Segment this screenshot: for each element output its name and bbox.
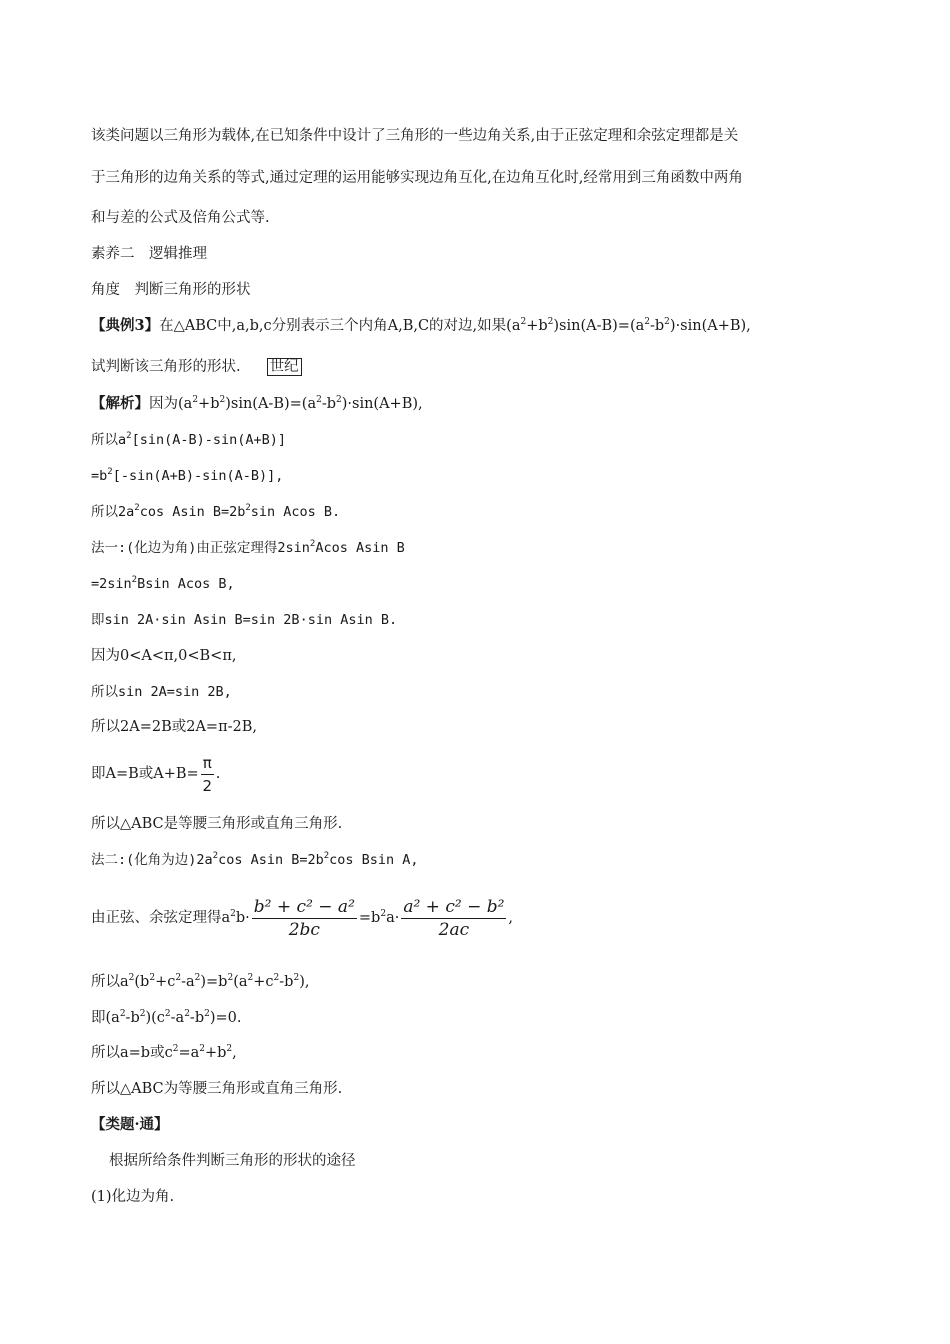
solution-line-10: 所以2A=2B或2A=π-2B, [91, 719, 257, 735]
example-line-1: 【典例3】在△ABC中,a,b,c分别表示三个内角A,B,C的对边,如果$(a^2+b^2)\sin(A-B)=(a^2-b^2)\cdot\sin(A+B)$, [91, 317, 751, 334]
solution-line-18: 所以△ABC为等腰三角形或直角三角形. [91, 1081, 343, 1097]
solution-line-7: 即sin 2A·sin Asin B=sin 2B·sin Asin B. [91, 612, 398, 628]
solution-line-11: 即A=B或A+B= $\frac{\pi}{2}$ . [91, 753, 221, 795]
solution-line-4: 所以$2a^2\cos$ Asin $B=2b^2\sin$ Acos B. [91, 503, 341, 520]
angle-heading: 角度 判断三角形的形状 [91, 282, 251, 298]
solution-line-6: $=2\sin^2Bsin$ Acos B, [91, 575, 235, 592]
shiji-badge: 世纪 [267, 358, 302, 376]
solution-line-2: 所以$a^2[\sin(A-B)-\sin(A+B)]$ [91, 431, 286, 448]
section-heading: 素养二 逻辑推理 [91, 246, 207, 262]
pi-over-2-fraction: $\frac{\pi}{2}$ [202, 753, 212, 795]
solution-line-3: $=b^2[-\sin(A+B)-\sin(A-B)]$, [91, 467, 284, 484]
fraction-law-of-cosines-a: $\frac{\text{b² + c² − a²}}{2bc}$ [253, 896, 355, 940]
intro-line-2: 于三角形的边角关系的等式,通过定理的运用能够实现边角互化,在边角互化时,经常用到三角函数中两角 [91, 170, 743, 186]
solution-line-15: 所以$a^2(b^2+c^2-a^2)=b^2(a^2+c^2-b^2)$, [91, 973, 310, 990]
solution-line-12: 所以△ABC是等腰三角形或直角三角形. [91, 816, 343, 832]
solution-line-13: 法二:(化角为边)$2a^2\cos$ Asin $B=2b^2\cos$ Bsin A, [91, 851, 419, 868]
intro-line-3: 和与差的公式及倍角公式等. [91, 210, 270, 226]
solution-line-8: 因为0<A<π,0<B<π, [91, 648, 237, 664]
solution-line-14: 由正弦、余弦定理得$a^2b\cdot$ $\frac{\text{b² + c² − a²}}{2bc}$ $=b^2a\cdot$ $\frac{\text{a² + c² − b²}}{2ac}$ , [91, 896, 514, 940]
solution-tag: 【解析】 [91, 395, 149, 412]
example-tag: 【典例3】 [91, 317, 160, 334]
fraction-law-of-cosines-b: $\frac{\text{a² + c² − b²}}{2ac}$ [403, 896, 505, 940]
generalize-tag: 【类题·通】 [91, 1116, 169, 1133]
solution-line-17: 所以a=b或$c^2=a^2+b^2$, [91, 1044, 237, 1061]
solution-line-5: 法一:(化边为角)由正弦定理得$2\sin^2Acos$ Asin B [91, 539, 405, 556]
solution-line-16: 即$(a^2-b^2)(c^2-a^2-b^2)=0$. [91, 1009, 242, 1026]
solution-line-9: 所以sin 2A=sin 2B, [91, 684, 232, 700]
solution-line-1: 【解析】因为$(a^2+b^2)\sin(A-B)=(a^2-b^2)\cdot\sin(A+B)$, [91, 395, 423, 412]
example-line-2: 试判断该三角形的形状. 世纪 [91, 357, 302, 377]
generalize-line-1: 根据所给条件判断三角形的形状的途径 [109, 1153, 356, 1169]
intro-line-1: 该类问题以三角形为载体,在已知条件中设计了三角形的一些边角关系,由于正弦定理和余弦定理都是关 [91, 128, 739, 144]
generalize-line-2: (1)化边为角. [91, 1189, 175, 1205]
